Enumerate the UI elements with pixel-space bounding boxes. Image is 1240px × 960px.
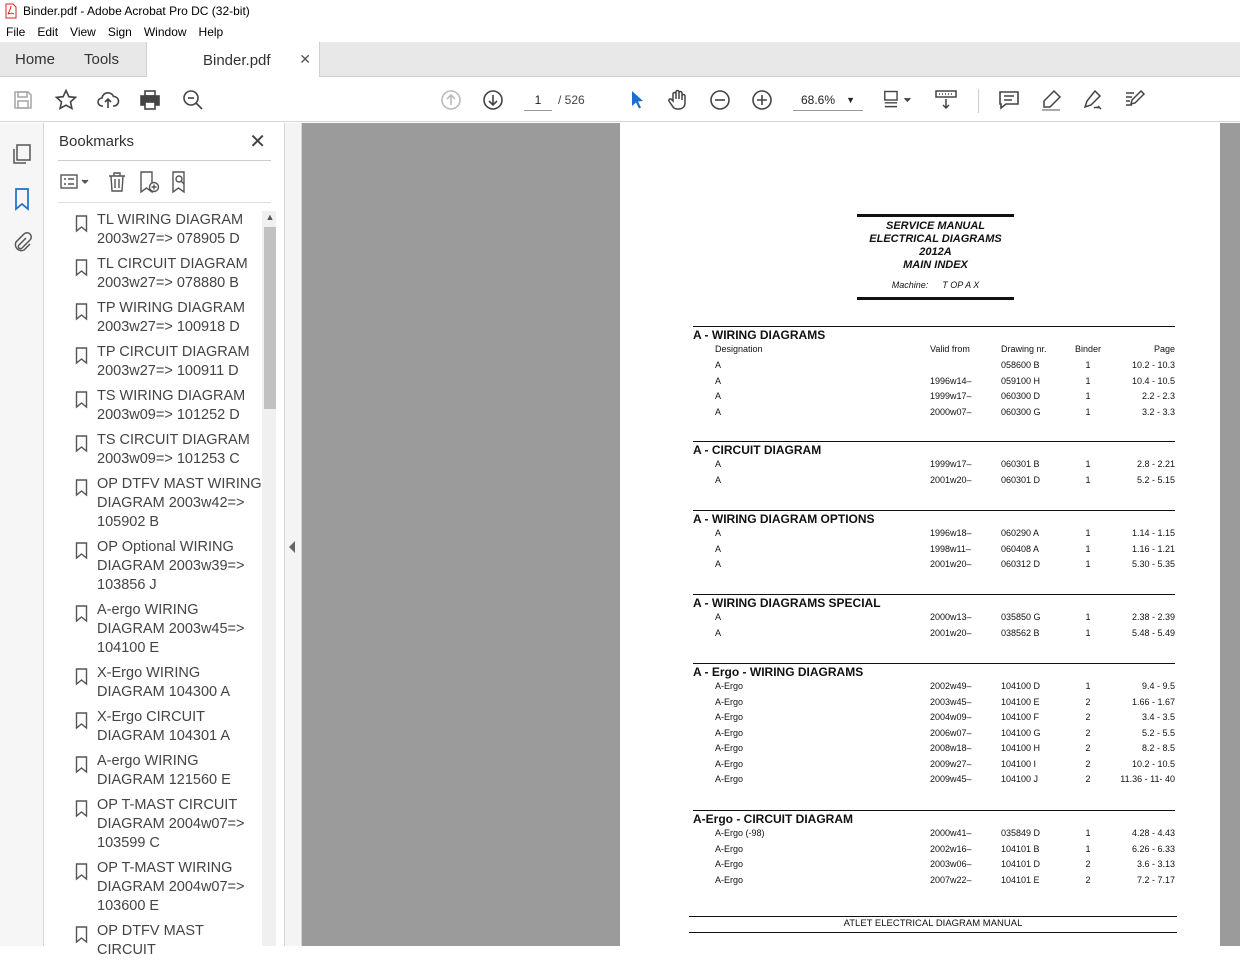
bookmark-label: TS WIRING DIAGRAM 2003w09=> 101252 D: [97, 388, 246, 423]
index-row: [693, 542, 1175, 558]
binder-cell: 1: [1085, 559, 1091, 569]
scroll-mode-icon[interactable]: [933, 87, 959, 113]
binder-cell: 2: [1085, 859, 1091, 869]
index-row: [693, 857, 1175, 873]
menu-bar: [0, 22, 1240, 42]
drawing-number-cell: 104101 D: [1001, 859, 1041, 869]
bookmark-label: OP T-MAST CIRCUIT DIAGRAM 2004w07=> 103599 C: [97, 797, 245, 851]
designation-cell: A: [715, 543, 722, 554]
window-title: Binder.pdf - Adobe Acrobat Pro DC (32-bit): [23, 4, 250, 18]
page-range-cell: 5.2 - 5.5: [1141, 727, 1175, 738]
index-section: [693, 810, 1175, 888]
bookmark-icon: [58, 708, 97, 746]
page-range-cell: 9.4 - 9.5: [1141, 681, 1175, 691]
column-header-binder: Binder: [1074, 344, 1101, 354]
drawing-number-cell: 104100 E: [1001, 696, 1040, 707]
drawing-number-cell: 058600 B: [1001, 360, 1040, 370]
column-header-drawing: Drawing nr.: [1001, 344, 1047, 354]
bookmark-item[interactable]: [58, 601, 262, 658]
header-line: 2012A: [919, 246, 952, 258]
machine-line: [857, 280, 1014, 290]
bookmark-icon: [58, 538, 97, 595]
star-icon[interactable]: [53, 87, 79, 113]
designation-cell: A-Ergo: [715, 727, 744, 738]
comment-icon[interactable]: [996, 87, 1022, 113]
acrobat-logo-icon: [5, 4, 17, 18]
designation-cell: A: [715, 459, 722, 469]
valid-from-cell: 2006w07–: [930, 727, 972, 738]
section-heading: A - CIRCUIT DIAGRAM: [693, 441, 1175, 457]
panel-divider: [58, 160, 271, 161]
tab-tools[interactable]: Tools: [84, 50, 120, 68]
binder-cell: 1: [1085, 360, 1091, 370]
page-range-cell: 2.8 - 2.21: [1136, 459, 1175, 469]
index-row: [693, 741, 1175, 757]
index-row: [693, 457, 1175, 473]
valid-from-cell: 2002w16–: [930, 843, 972, 854]
header-line: MAIN INDEX: [903, 259, 968, 271]
tab-home[interactable]: Home: [15, 50, 56, 68]
bookmark-icon: [58, 922, 97, 960]
drawing-number-cell: 104101 E: [1001, 874, 1040, 885]
highlight-pen-icon[interactable]: [1038, 87, 1064, 113]
page-range-cell: 1.14 - 1.15: [1131, 528, 1175, 538]
valid-from-cell: 2004w09–: [930, 712, 972, 722]
designation-cell: A: [715, 612, 722, 622]
select-cursor-icon[interactable]: [624, 87, 650, 113]
chevron-down-icon: ▼: [846, 95, 855, 105]
valid-from-cell: 1998w11–: [930, 543, 971, 554]
designation-cell: A: [715, 627, 722, 638]
bookmark-item[interactable]: [58, 796, 262, 853]
bookmark-label: OP DTFV MAST WIRING DIAGRAM 2003w42=> 105902 B: [97, 476, 262, 530]
drawing-number-cell: 104100 H: [1001, 743, 1041, 753]
scroll-up-arrow-icon[interactable]: ▲: [265, 212, 275, 222]
designation-cell: A: [715, 406, 722, 417]
binder-cell: 1: [1085, 681, 1091, 691]
bookmark-icon: [58, 431, 97, 469]
designation-cell: A-Ergo: [715, 859, 744, 869]
binder-cell: 1: [1085, 843, 1091, 854]
drawing-number-cell: 060312 D: [1001, 559, 1041, 569]
valid-from-cell: 2000w13–: [930, 612, 972, 622]
valid-from-cell: 2003w06–: [930, 859, 972, 869]
index-row: [693, 374, 1175, 390]
bookmark-icon: [58, 664, 97, 702]
zoom-level-select[interactable]: [793, 89, 863, 111]
valid-from-cell: 2008w18–: [930, 743, 972, 753]
pdf-page: [620, 123, 1220, 946]
bookmark-label: OP DTFV MAST CIRCUIT: [97, 923, 204, 958]
machine-label: Machine:: [891, 280, 929, 290]
page-range-cell: 2.38 - 2.39: [1131, 612, 1175, 622]
drawing-number-cell: 060301 B: [1001, 459, 1040, 469]
binder-cell: 1: [1085, 543, 1091, 554]
index-row: [693, 557, 1175, 573]
zoom-level-value: 68.6%: [801, 93, 836, 107]
drawing-number-cell: 035850 G: [1001, 612, 1041, 622]
bookmarks-toolbar: [58, 167, 271, 197]
section-heading: A - WIRING DIAGRAM OPTIONS: [693, 510, 1175, 526]
bookmark-label: TS CIRCUIT DIAGRAM 2003w09=> 101253 C: [97, 432, 250, 467]
index-row: [693, 873, 1175, 889]
section-heading: A - WIRING DIAGRAMS SPECIAL: [693, 594, 1175, 610]
binder-cell: 2: [1085, 774, 1091, 784]
left-navigation-rail: [0, 123, 44, 946]
page-total: / 526: [558, 93, 585, 107]
bookmark-item[interactable]: [58, 343, 262, 381]
valid-from-cell: 2007w22–: [930, 874, 972, 885]
bookmark-item[interactable]: [58, 211, 262, 249]
designation-cell: A-Ergo (-98): [715, 828, 765, 838]
find-bookmark-icon[interactable]: [170, 171, 192, 193]
bookmark-item[interactable]: [58, 431, 262, 469]
document-header: [857, 214, 1014, 300]
binder-cell: 2: [1085, 758, 1091, 769]
bookmark-item[interactable]: [58, 475, 262, 532]
valid-from-cell: 2003w45–: [930, 696, 972, 707]
title-bar: [0, 0, 1240, 22]
draw-sign-icon[interactable]: [1080, 87, 1106, 113]
binder-cell: 2: [1085, 727, 1091, 738]
drawing-number-cell: 038562 B: [1001, 627, 1040, 638]
bookmarks-title: Bookmarks: [59, 133, 135, 150]
panel-divider: [58, 202, 271, 203]
page-range-cell: 1.16 - 1.21: [1131, 543, 1175, 554]
drawing-number-cell: 104100 F: [1001, 712, 1040, 722]
binder-cell: 2: [1085, 874, 1091, 885]
bookmark-item[interactable]: [58, 664, 262, 702]
bookmarks-icon[interactable]: [10, 187, 34, 211]
binder-cell: 1: [1085, 612, 1091, 622]
index-row: [693, 358, 1175, 374]
designation-cell: A: [715, 474, 722, 485]
valid-from-cell: 1999w17–: [930, 391, 972, 401]
zoom-out-icon[interactable]: [707, 87, 733, 113]
section-heading: A - WIRING DIAGRAMS: [693, 326, 1175, 342]
close-panel-icon[interactable]: ✕: [249, 131, 266, 153]
page-range-cell: 11.36 - 11- 40: [1120, 774, 1175, 784]
previous-page-icon[interactable]: [438, 87, 464, 113]
bookmark-label: OP T-MAST WIRING DIAGRAM 2004w07=> 103600 E: [97, 860, 245, 914]
attachments-icon[interactable]: [10, 231, 34, 255]
drawing-number-cell: 060300 G: [1001, 406, 1041, 417]
page-thumbnails-icon[interactable]: [10, 142, 34, 166]
index-row: [693, 695, 1175, 711]
page-range-cell: 3.4 - 3.5: [1141, 712, 1175, 722]
bookmark-icon: [58, 211, 97, 249]
bookmark-label: X-Ergo WIRING DIAGRAM 104300 A: [97, 665, 230, 700]
next-page-icon[interactable]: [480, 87, 506, 113]
binder-cell: 2: [1085, 743, 1091, 753]
bookmark-item[interactable]: [58, 859, 262, 916]
designation-cell: A-Ergo: [715, 681, 744, 691]
page-range-cell: 7.2 - 7.17: [1136, 874, 1175, 885]
index-row: [693, 626, 1175, 642]
designation-cell: A-Ergo: [715, 774, 744, 784]
document-viewport[interactable]: [302, 123, 1240, 946]
valid-from-cell: 1996w14–: [930, 375, 972, 386]
footer-rule: [689, 916, 1177, 917]
page-number-input[interactable]: 1: [524, 89, 552, 111]
binder-cell: 1: [1085, 406, 1091, 417]
bookmark-item[interactable]: [58, 922, 262, 960]
index-row: [693, 772, 1175, 788]
column-header-page: Page: [1153, 344, 1175, 354]
index-row: [693, 710, 1175, 726]
drawing-number-cell: 060301 D: [1001, 474, 1041, 485]
bookmark-icon: [58, 796, 97, 853]
tab-document-label: Binder.pdf: [203, 51, 271, 69]
valid-from-cell: 1996w18–: [930, 528, 972, 538]
index-section: [693, 663, 1175, 788]
index-row: [693, 610, 1175, 626]
scrollbar-thumb[interactable]: [264, 227, 276, 409]
index-row: [693, 757, 1175, 773]
page-range-cell: 10.2 - 10.3: [1131, 360, 1175, 370]
footer-rule: [689, 932, 1177, 933]
valid-from-cell: 1999w17–: [930, 459, 972, 469]
page-range-cell: 8.2 - 8.5: [1141, 743, 1175, 753]
index-row: [693, 526, 1175, 542]
bookmark-icon: [58, 752, 97, 790]
page-range-cell: 10.2 - 10.5: [1131, 758, 1175, 769]
menu-help[interactable]: Help: [198, 25, 224, 39]
bookmark-icon: [58, 601, 97, 658]
binder-cell: 1: [1085, 375, 1091, 386]
menu-sign[interactable]: Sign: [107, 25, 132, 39]
index-section: [693, 594, 1175, 641]
page-range-cell: 4.28 - 4.43: [1131, 828, 1175, 838]
hand-tool-icon[interactable]: [665, 87, 691, 113]
page-range-cell: 10.4 - 10.5: [1131, 375, 1175, 386]
binder-cell: 1: [1085, 828, 1091, 838]
binder-cell: 1: [1085, 474, 1091, 485]
delete-bookmark-icon[interactable]: [106, 171, 128, 193]
bookmark-item[interactable]: [58, 538, 262, 595]
drawing-number-cell: 060408 A: [1001, 543, 1040, 554]
designation-cell: A: [715, 360, 722, 370]
menu-view[interactable]: View: [70, 25, 96, 39]
column-header-valid-from: Valid from: [930, 344, 970, 354]
drawing-number-cell: 060290 A: [1001, 528, 1040, 538]
page-range-cell: 6.26 - 6.33: [1131, 843, 1175, 854]
menu-window[interactable]: Window: [143, 25, 187, 39]
page-range-cell: 3.6 - 3.13: [1136, 859, 1175, 869]
bookmark-icon: [58, 299, 97, 337]
bookmark-label: TL WIRING DIAGRAM 2003w27=> 078905 D: [97, 212, 244, 247]
designation-cell: A: [715, 528, 722, 538]
bookmark-label: TP CIRCUIT DIAGRAM 2003w27=> 100911 D: [97, 344, 250, 379]
drawing-number-cell: 104101 B: [1001, 843, 1040, 854]
designation-cell: A: [715, 375, 722, 386]
binder-cell: 1: [1085, 391, 1091, 401]
valid-from-cell: 2001w20–: [930, 627, 972, 638]
new-bookmark-icon[interactable]: [138, 171, 160, 193]
machine-value: T OP A X: [942, 280, 980, 290]
valid-from-cell: 2000w07–: [930, 406, 972, 417]
index-section: [693, 326, 1175, 420]
page-range-cell: 3.2 - 3.3: [1141, 406, 1175, 417]
page-range-cell: 5.48 - 5.49: [1131, 627, 1175, 638]
zoom-search-icon[interactable]: [180, 87, 206, 113]
bookmark-item[interactable]: [58, 708, 262, 746]
drawing-number-cell: 059100 H: [1001, 375, 1041, 386]
drawing-number-cell: 104100 I: [1001, 758, 1037, 769]
index-section: [693, 441, 1175, 488]
column-header-designation: Designation: [715, 344, 763, 354]
zoom-in-icon[interactable]: [749, 87, 775, 113]
bookmark-label: TL CIRCUIT DIAGRAM 2003w27=> 078880 B: [97, 256, 248, 291]
bookmark-label: A-ergo WIRING DIAGRAM 2003w45=> 104100 E: [97, 602, 245, 656]
index-row: [693, 405, 1175, 421]
bookmark-label: X-Ergo CIRCUIT DIAGRAM 104301 A: [97, 709, 230, 744]
bookmark-icon: [58, 859, 97, 916]
bookmark-icon: [58, 255, 97, 293]
index-row: [693, 473, 1175, 489]
index-row: [693, 826, 1175, 842]
index-row: [693, 726, 1175, 742]
column-header-row: [693, 342, 1175, 358]
bookmark-item[interactable]: [58, 255, 262, 293]
bookmark-item[interactable]: [58, 299, 262, 337]
bookmark-icon: [58, 387, 97, 425]
tab-bar: [0, 42, 1240, 77]
designation-cell: A-Ergo: [715, 874, 744, 885]
page-display-icon[interactable]: [880, 87, 916, 113]
bookmark-options-icon[interactable]: [60, 171, 92, 193]
page-range-cell: 2.2 - 2.3: [1141, 391, 1175, 401]
designation-cell: A: [715, 391, 722, 401]
valid-from-cell: 2009w27–: [930, 758, 972, 769]
designation-cell: A-Ergo: [715, 696, 744, 707]
drawing-number-cell: 060300 D: [1001, 391, 1041, 401]
valid-from-cell: 2009w45–: [930, 774, 972, 784]
binder-cell: 1: [1085, 459, 1091, 469]
valid-from-cell: 2002w49–: [930, 681, 972, 691]
bookmarks-panel: [44, 123, 285, 958]
drawing-number-cell: 035849 D: [1001, 828, 1041, 838]
binder-cell: 2: [1085, 696, 1091, 707]
index-row: [693, 389, 1175, 405]
header-line: SERVICE MANUAL: [885, 220, 985, 232]
designation-cell: A: [715, 559, 722, 569]
page-range-cell: 1.66 - 1.67: [1131, 696, 1175, 707]
bookmark-list: [58, 211, 262, 958]
section-heading: A-Ergo - CIRCUIT DIAGRAM: [693, 810, 1175, 826]
panel-splitter[interactable]: [285, 123, 302, 946]
bookmark-icon: [58, 343, 97, 381]
page-footer: ATLET ELECTRICAL DIAGRAM MANUAL: [843, 918, 1023, 929]
drawing-number-cell: 104100 J: [1001, 774, 1039, 784]
valid-from-cell: 2000w41–: [930, 828, 972, 838]
valid-from-cell: 2001w20–: [930, 559, 972, 569]
tab-document[interactable]: [146, 42, 320, 78]
index-section: [693, 510, 1175, 573]
index-row: [693, 842, 1175, 858]
fill-sign-icon[interactable]: [1122, 87, 1148, 113]
designation-cell: A-Ergo: [715, 743, 744, 753]
drawing-number-cell: 104100 G: [1001, 727, 1041, 738]
binder-cell: 1: [1085, 627, 1091, 638]
binder-cell: 2: [1085, 712, 1091, 722]
bookmark-item[interactable]: [58, 752, 262, 790]
section-heading: A - Ergo - WIRING DIAGRAMS: [693, 663, 1175, 679]
menu-file[interactable]: File: [6, 25, 26, 39]
designation-cell: A-Ergo: [715, 712, 744, 722]
cloud-upload-icon[interactable]: [95, 87, 121, 113]
collapse-panel-arrow-icon[interactable]: [289, 541, 295, 553]
toolbar: [0, 77, 1240, 122]
designation-cell: A-Ergo: [715, 843, 744, 854]
bookmark-item[interactable]: [58, 387, 262, 425]
bookmark-icon: [58, 475, 97, 532]
close-tab-icon[interactable]: ✕: [299, 51, 311, 67]
bookmark-label: TP WIRING DIAGRAM 2003w27=> 100918 D: [97, 300, 245, 335]
page-range-cell: 5.2 - 5.15: [1136, 474, 1175, 485]
bookmark-label: OP Optional WIRING DIAGRAM 2003w39=> 103856 J: [97, 539, 245, 593]
toolbar-divider: [978, 89, 979, 113]
designation-cell: A-Ergo: [715, 758, 744, 769]
valid-from-cell: 2001w20–: [930, 474, 972, 485]
index-row: [693, 679, 1175, 695]
header-line: ELECTRICAL DIAGRAMS: [869, 233, 1002, 245]
print-icon[interactable]: [137, 87, 163, 113]
drawing-number-cell: 104100 D: [1001, 681, 1041, 691]
save-icon[interactable]: [10, 87, 36, 113]
menu-edit[interactable]: Edit: [37, 25, 59, 39]
bookmark-label: A-ergo WIRING DIAGRAM 121560 E: [97, 753, 231, 788]
binder-cell: 1: [1085, 528, 1091, 538]
page-range-cell: 5.30 - 5.35: [1131, 559, 1175, 569]
